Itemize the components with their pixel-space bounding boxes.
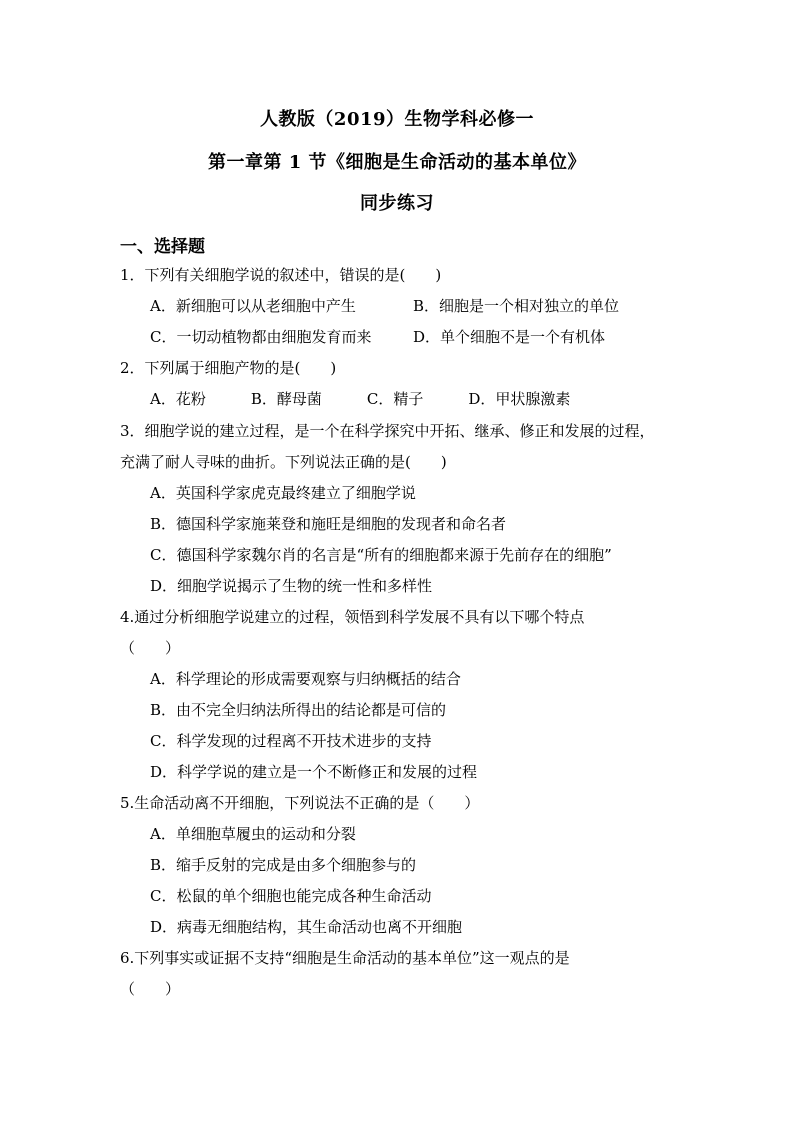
question-4-stem-line-2: （ ） — [120, 639, 181, 657]
question-3-stem-line-2: 充满了耐人寻味的曲折。下列说法正确的是( ) — [120, 453, 447, 471]
question-4-option-d: D．科学学说的建立是一个不断修正和发展的过程 — [150, 763, 478, 781]
question-4-stem-line-1: 4.通过分析细胞学说建立的过程，领悟到科学发展不具有以下哪个特点 — [120, 608, 585, 626]
question-2-stem: 2．下列属于细胞产物的是( ) — [120, 359, 337, 377]
question-6-stem-line-1: 6.下列事实或证据不支持“细胞是生命活动的基本单位”这一观点的是 — [120, 949, 570, 967]
exercise-title: 同步练习 — [360, 193, 434, 214]
question-5-option-b: B．缩手反射的完成是由多个细胞参与的 — [150, 856, 417, 874]
question-1-option-b: B．细胞是一个相对独立的单位 — [413, 297, 620, 315]
question-2-options: A．花粉 B．酵母菌 C．精子 D．甲状腺激素 — [150, 390, 571, 408]
question-5-option-c: C．松鼠的单个细胞也能完成各种生命活动 — [150, 887, 432, 905]
question-3-stem-line-1: 3．细胞学说的建立过程，是一个在科学探究中开拓、继承、修正和发展的过程， — [120, 422, 655, 440]
question-1-stem: 1．下列有关细胞学说的叙述中，错误的是( ) — [120, 266, 442, 284]
question-4-option-c: C．科学发现的过程离不开技术进步的支持 — [150, 732, 432, 750]
question-4-option-a: A．科学理论的形成需要观察与归纳概括的结合 — [150, 670, 461, 688]
question-3-option-d: D．细胞学说揭示了生物的统一性和多样性 — [150, 577, 433, 595]
question-3-option-a: A．英国科学家虎克最终建立了细胞学说 — [150, 484, 416, 502]
question-3-option-b: B．德国科学家施莱登和施旺是细胞的发现者和命名者 — [150, 515, 507, 533]
question-5-stem: 5.生命活动离不开细胞，下列说法不正确的是（ ） — [120, 794, 480, 812]
question-1-option-a: A．新细胞可以从老细胞中产生 — [150, 297, 356, 315]
question-6-stem-line-2: （ ） — [120, 980, 181, 998]
document-title: 人教版（2019）生物学科必修一 — [259, 109, 535, 130]
question-5-option-d: D．病毒无细胞结构，其生命活动也离不开细胞 — [150, 918, 463, 936]
section-heading: 一、选择题 — [120, 237, 205, 257]
question-3-option-c: C．德国科学家魏尔肖的名言是“所有的细胞都来源于先前存在的细胞” — [150, 546, 612, 564]
question-1-option-c: C．一切动植物都由细胞发育而来 — [150, 328, 372, 346]
question-1-option-d: D．单个细胞不是一个有机体 — [413, 328, 606, 346]
question-4-option-b: B．由不完全归纳法所得出的结论都是可信的 — [150, 701, 447, 719]
question-5-option-a: A．单细胞草履虫的运动和分裂 — [150, 825, 356, 843]
chapter-title: 第一章第 1 节《细胞是生命活动的基本单位》 — [207, 152, 587, 173]
